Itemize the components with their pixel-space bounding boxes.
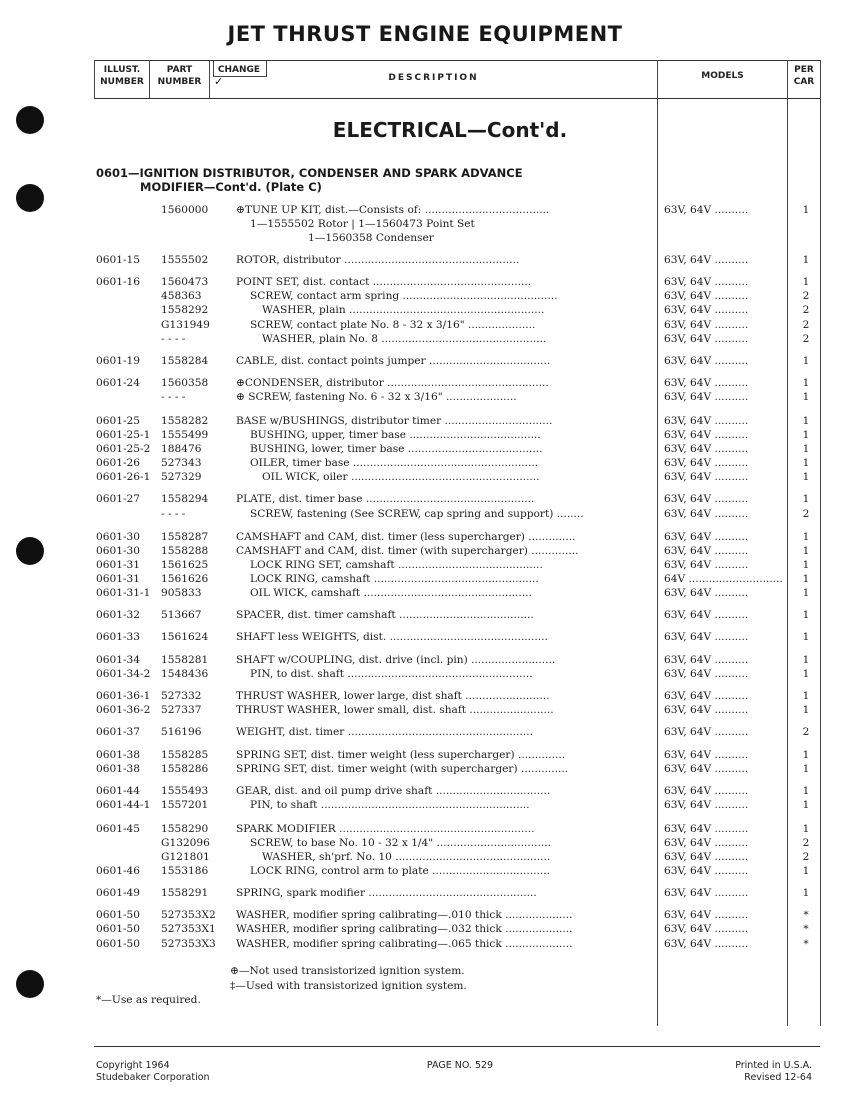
per-car: 1: [802, 763, 810, 775]
models: 63V, 64V ..........: [664, 799, 749, 811]
description: PLATE, dist. timer base ..................................................: [236, 493, 535, 505]
group-heading-line-1: 0601—IGNITION DISTRIBUTOR, CONDENSER AND SPARK ADVANCE: [96, 166, 523, 180]
models: 63V, 64V ..........: [664, 631, 749, 643]
per-car: 2: [802, 851, 810, 863]
per-car: 1: [802, 559, 810, 571]
models: 63V, 64V ..........: [664, 290, 749, 302]
part-number: 1555493: [161, 785, 209, 797]
description: OIL WICK, oiler ........................................................: [262, 471, 540, 483]
models: 63V, 64V ..........: [664, 726, 749, 738]
table-row: [0, 414, 850, 428]
table-row: [0, 748, 850, 762]
table-row: [0, 784, 850, 798]
models: 63V, 64V ..........: [664, 851, 749, 863]
illust-number: 0601-44-1: [96, 799, 151, 811]
table-row: [0, 558, 850, 572]
illust-number: 0601-26-1: [96, 471, 151, 483]
description: LOCK RING SET, camshaft ...........................................: [250, 559, 543, 571]
description: WASHER, plain ..........................................................: [262, 304, 545, 316]
col-header-part: PART NUMBER: [157, 65, 202, 87]
table-row: [0, 390, 850, 404]
page-title: JET THRUST ENGINE EQUIPMENT: [227, 22, 623, 46]
models: 63V, 64V ..........: [664, 865, 749, 877]
per-car: 1: [802, 654, 810, 666]
part-number: G131949: [161, 319, 210, 331]
binder-hole: [16, 106, 44, 134]
per-car: 1: [802, 355, 810, 367]
table-row: [0, 850, 850, 864]
illust-number: 0601-31-1: [96, 587, 151, 599]
part-number: 1558281: [161, 654, 209, 666]
table-row: [0, 544, 850, 558]
illust-number: 0601-44: [96, 785, 141, 797]
part-number: 1558287: [161, 531, 209, 543]
part-number: 527353X2: [161, 909, 216, 921]
part-number: 1558282: [161, 415, 209, 427]
illust-number: 0601-38: [96, 763, 141, 775]
models: 63V, 64V ..........: [664, 690, 749, 702]
per-car: 2: [802, 333, 810, 345]
part-number: 1558292: [161, 304, 209, 316]
illust-number: 0601-38: [96, 749, 141, 761]
description: SPRING SET, dist. timer weight (less supercharger) ..............: [236, 749, 566, 761]
description: CAMSHAFT and CAM, dist. timer (less supercharger) ..............: [236, 531, 576, 543]
part-number: 1561624: [161, 631, 209, 643]
part-number: 1561626: [161, 573, 209, 585]
illust-number: 0601-27: [96, 493, 141, 505]
illust-number: 0601-36-1: [96, 690, 151, 702]
part-number: 458363: [161, 290, 202, 302]
per-car: 1: [802, 749, 810, 761]
description: WEIGHT, dist. timer .......................................................: [236, 726, 533, 738]
kit-contents-line-1: 1—1555502 Rotor | 1—1560473 Point Set: [250, 218, 475, 230]
illust-number: 0601-34: [96, 654, 141, 666]
description: POINT SET, dist. contact ...............................................: [236, 276, 532, 288]
part-number: 527353X3: [161, 938, 216, 950]
per-car: *: [803, 938, 809, 950]
illust-number: 0601-34-2: [96, 668, 151, 680]
table-row: [0, 886, 850, 900]
part-number: 1558290: [161, 823, 209, 835]
part-number: 1561625: [161, 559, 209, 571]
illust-number: 0601-45: [96, 823, 141, 835]
models: 63V, 64V ..........: [664, 457, 749, 469]
per-car: 1: [802, 471, 810, 483]
part-number: 1560000: [161, 204, 209, 216]
description: WASHER, modifier spring calibrating—.065 thick ....................: [236, 938, 573, 950]
part-number: 905833: [161, 587, 202, 599]
description: THRUST WASHER, lower small, dist. shaft .........................: [236, 704, 554, 716]
table-row: [0, 470, 850, 484]
illust-number: 0601-50: [96, 938, 141, 950]
description: BUSHING, upper, timer base .......................................: [250, 429, 541, 441]
per-car: 1: [802, 415, 810, 427]
footer-copyright: Copyright 1964 Studebaker Corporation: [96, 1060, 210, 1083]
per-car: 1: [802, 785, 810, 797]
description: OILER, timer base .......................................................: [250, 457, 539, 469]
col-header-models: MODELS: [701, 71, 744, 81]
table-row: [0, 762, 850, 776]
illust-number: 0601-33: [96, 631, 141, 643]
per-car: 1: [802, 573, 810, 585]
models: 63V, 64V ..........: [664, 355, 749, 367]
description: WASHER, sh'prf. No. 10 ..............................................: [262, 851, 551, 863]
table-row: [0, 822, 850, 836]
part-number: 1557201: [161, 799, 209, 811]
column-divider: [94, 60, 95, 98]
table-row: [0, 275, 850, 289]
description: SPRING SET, dist. timer weight (with supercharger) ..............: [236, 763, 569, 775]
description: ⊕TUNE UP KIT, dist.—Consists of: .....................................: [236, 204, 550, 216]
table-row: [0, 428, 850, 442]
table-row: [0, 572, 850, 586]
description: LOCK RING, camshaft .................................................: [250, 573, 539, 585]
footnote-use-as-required: *—Use as required.: [96, 994, 201, 1006]
table-row: [0, 689, 850, 703]
part-number: - - - -: [161, 333, 186, 345]
table-row: [0, 937, 850, 951]
illust-number: 0601-16: [96, 276, 141, 288]
col-header-per-car: PER CAR: [793, 65, 815, 87]
models: 63V, 64V ..........: [664, 823, 749, 835]
description: PIN, to dist. shaft .......................................................: [250, 668, 533, 680]
description: PIN, to shaft ..............................................................: [250, 799, 530, 811]
models: 63V, 64V ..........: [664, 938, 749, 950]
part-number: 527343: [161, 457, 202, 469]
kit-contents-line-2: 1—1560358 Condenser: [308, 232, 434, 244]
description: WASHER, modifier spring calibrating—.032 thick ....................: [236, 923, 573, 935]
per-car: 1: [802, 429, 810, 441]
models: 63V, 64V ..........: [664, 559, 749, 571]
models: 63V, 64V ..........: [664, 204, 749, 216]
per-car: 1: [802, 823, 810, 835]
table-row: [0, 318, 850, 332]
footer-page-number: PAGE NO. 529: [426, 1060, 494, 1071]
per-car: 1: [802, 704, 810, 716]
description: GEAR, dist. and oil pump drive shaft ..................................: [236, 785, 551, 797]
description: SCREW, contact arm spring ..............................................: [250, 290, 558, 302]
models: 63V, 64V ..........: [664, 333, 749, 345]
description: ⊕ SCREW, fastening No. 6 - 32 x 3/16" .....................: [236, 391, 517, 403]
table-row: [0, 354, 850, 368]
per-car: 1: [802, 631, 810, 643]
table-row: [0, 492, 850, 506]
illust-number: 0601-37: [96, 726, 141, 738]
description: SCREW, contact plate No. 8 - 32 x 3/16" ....................: [250, 319, 536, 331]
table-row: [0, 836, 850, 850]
models: 63V, 64V ..........: [664, 837, 749, 849]
table-row: [0, 456, 850, 470]
part-number: 527329: [161, 471, 202, 483]
part-number: 1555502: [161, 254, 209, 266]
table-row: [0, 507, 850, 521]
part-number: 1553186: [161, 865, 209, 877]
illust-number: 0601-31: [96, 573, 141, 585]
description: LOCK RING, control arm to plate ...................................: [250, 865, 550, 877]
models: 63V, 64V ..........: [664, 545, 749, 557]
part-number: 1558284: [161, 355, 209, 367]
description: THRUST WASHER, lower large, dist shaft .........................: [236, 690, 550, 702]
group-heading-line-2: MODIFIER—Cont'd. (Plate C): [140, 180, 322, 194]
table-row: [0, 530, 850, 544]
models: 63V, 64V ..........: [664, 923, 749, 935]
part-number: 1548436: [161, 668, 209, 680]
description: BASE w/BUSHINGS, distributor timer ................................: [236, 415, 553, 427]
illust-number: 0601-49: [96, 887, 141, 899]
per-car: 2: [802, 304, 810, 316]
illust-number: 0601-24: [96, 377, 141, 389]
models: 63V, 64V ..........: [664, 785, 749, 797]
table-row: [0, 289, 850, 303]
per-car: *: [803, 909, 809, 921]
illust-number: 0601-31: [96, 559, 141, 571]
description: SHAFT w/COUPLING, dist. drive (incl. pin) .........................: [236, 654, 556, 666]
illust-number: 0601-30: [96, 531, 141, 543]
models: 63V, 64V ..........: [664, 429, 749, 441]
footer-printed: Printed in U.S.A. Revised 12-64: [735, 1060, 812, 1083]
binder-hole: [16, 970, 44, 998]
table-row: [0, 703, 850, 717]
per-car: 1: [802, 887, 810, 899]
models: 63V, 64V ..........: [664, 415, 749, 427]
table-row: [0, 922, 850, 936]
part-number: 1560473: [161, 276, 209, 288]
col-header-illus: ILLUST. NUMBER: [100, 65, 144, 87]
description: SPARK MODIFIER ..........................................................: [236, 823, 535, 835]
models: 63V, 64V ..........: [664, 749, 749, 761]
illust-number: 0601-25-1: [96, 429, 151, 441]
models: 64V ............................: [664, 573, 783, 585]
part-number: 527353X1: [161, 923, 216, 935]
models: 63V, 64V ..........: [664, 609, 749, 621]
table-row: [0, 653, 850, 667]
part-number: 1560358: [161, 377, 209, 389]
per-car: 2: [802, 290, 810, 302]
per-car: 1: [802, 668, 810, 680]
models: 63V, 64V ..........: [664, 668, 749, 680]
table-row: [0, 725, 850, 739]
per-car: 1: [802, 443, 810, 455]
table-row: [0, 376, 850, 390]
footnote-not-used: ⊕—Not used transistorized ignition system.: [230, 965, 465, 977]
part-number: 188476: [161, 443, 202, 455]
table-row: [0, 586, 850, 600]
per-car: 1: [802, 609, 810, 621]
models: 63V, 64V ..........: [664, 276, 749, 288]
description: SPACER, dist. timer camshaft ........................................: [236, 609, 534, 621]
part-number: G132096: [161, 837, 210, 849]
col-header-description: DESCRIPTION: [388, 73, 479, 83]
per-car: 1: [802, 799, 810, 811]
per-car: 1: [802, 391, 810, 403]
footnote-used-with: ‡—Used with transistorized ignition system.: [230, 980, 467, 992]
table-row: [0, 203, 850, 217]
models: 63V, 64V ..........: [664, 254, 749, 266]
models: 63V, 64V ..........: [664, 508, 749, 520]
table-row: [0, 608, 850, 622]
illust-number: 0601-46: [96, 865, 141, 877]
illust-number: 0601-26: [96, 457, 141, 469]
models: 63V, 64V ..........: [664, 377, 749, 389]
illust-number: 0601-50: [96, 923, 141, 935]
part-number: G121801: [161, 851, 210, 863]
per-car: 1: [802, 587, 810, 599]
models: 63V, 64V ..........: [664, 531, 749, 543]
description: WASHER, plain No. 8 .................................................: [262, 333, 547, 345]
table-row: [0, 667, 850, 681]
footer-rule: [94, 1046, 820, 1047]
part-number: 1558288: [161, 545, 209, 557]
per-car: 1: [802, 457, 810, 469]
per-car: 1: [802, 377, 810, 389]
per-car: *: [803, 923, 809, 935]
part-number: 1558285: [161, 749, 209, 761]
per-car: 2: [802, 837, 810, 849]
illust-number: 0601-30: [96, 545, 141, 557]
table-row: [0, 798, 850, 812]
description: OIL WICK, camshaft ..................................................: [250, 587, 532, 599]
part-number: 1555499: [161, 429, 209, 441]
description: WASHER, modifier spring calibrating—.010 thick ....................: [236, 909, 573, 921]
description: CABLE, dist. contact points jumper ....................................: [236, 355, 551, 367]
models: 63V, 64V ..........: [664, 471, 749, 483]
part-number: 513667: [161, 609, 202, 621]
part-number: 1558294: [161, 493, 209, 505]
models: 63V, 64V ..........: [664, 587, 749, 599]
header-bottom-rule: [94, 98, 820, 99]
part-number: 527337: [161, 704, 202, 716]
per-car: 1: [802, 204, 810, 216]
table-row: [0, 908, 850, 922]
per-car: 2: [802, 319, 810, 331]
models: 63V, 64V ..........: [664, 763, 749, 775]
models: 63V, 64V ..........: [664, 443, 749, 455]
per-car: 1: [802, 276, 810, 288]
models: 63V, 64V ..........: [664, 909, 749, 921]
per-car: 2: [802, 726, 810, 738]
models: 63V, 64V ..........: [664, 304, 749, 316]
per-car: 1: [802, 865, 810, 877]
table-row: [0, 303, 850, 317]
part-number: - - - -: [161, 508, 186, 520]
table-row: [0, 253, 850, 267]
table-row: [0, 630, 850, 644]
models: 63V, 64V ..........: [664, 654, 749, 666]
part-number: - - - -: [161, 391, 186, 403]
description: SCREW, fastening (See SCREW, cap spring and support) ........: [250, 508, 584, 520]
per-car: 1: [802, 690, 810, 702]
illust-number: 0601-36-2: [96, 704, 151, 716]
per-car: 2: [802, 508, 810, 520]
description: SHAFT less WEIGHTS, dist. ...............................................: [236, 631, 548, 643]
section-title: ELECTRICAL—Cont'd.: [332, 118, 568, 142]
part-number: 527332: [161, 690, 202, 702]
description: SCREW, to base No. 10 - 32 x 1/4" ..................................: [250, 837, 551, 849]
models: 63V, 64V ..........: [664, 704, 749, 716]
per-car: 1: [802, 531, 810, 543]
per-car: 1: [802, 254, 810, 266]
header-top-rule: [94, 60, 820, 61]
table-row: [0, 864, 850, 878]
part-number: 1558286: [161, 763, 209, 775]
illust-number: 0601-15: [96, 254, 141, 266]
models: 63V, 64V ..........: [664, 887, 749, 899]
per-car: 1: [802, 545, 810, 557]
checkmark-icon: ✓: [214, 75, 224, 88]
col-header-change: CHANGE ✓: [212, 64, 266, 88]
table-row: [0, 442, 850, 456]
illust-number: 0601-25-2: [96, 443, 151, 455]
table-row: [0, 332, 850, 346]
models: 63V, 64V ..........: [664, 319, 749, 331]
part-number: 1558291: [161, 887, 209, 899]
illust-number: 0601-32: [96, 609, 141, 621]
per-car: 1: [802, 493, 810, 505]
description: ROTOR, distributor ....................................................: [236, 254, 520, 266]
illust-number: 0601-50: [96, 909, 141, 921]
illust-number: 0601-25: [96, 415, 141, 427]
description: SPRING, spark modifier ..................................................: [236, 887, 537, 899]
illust-number: 0601-19: [96, 355, 141, 367]
models: 63V, 64V ..........: [664, 391, 749, 403]
description: ⊕CONDENSER, distributor ................................................: [236, 377, 549, 389]
description: CAMSHAFT and CAM, dist. timer (with supercharger) ..............: [236, 545, 579, 557]
part-number: 516196: [161, 726, 202, 738]
models: 63V, 64V ..........: [664, 493, 749, 505]
description: BUSHING, lower, timer base ........................................: [250, 443, 543, 455]
